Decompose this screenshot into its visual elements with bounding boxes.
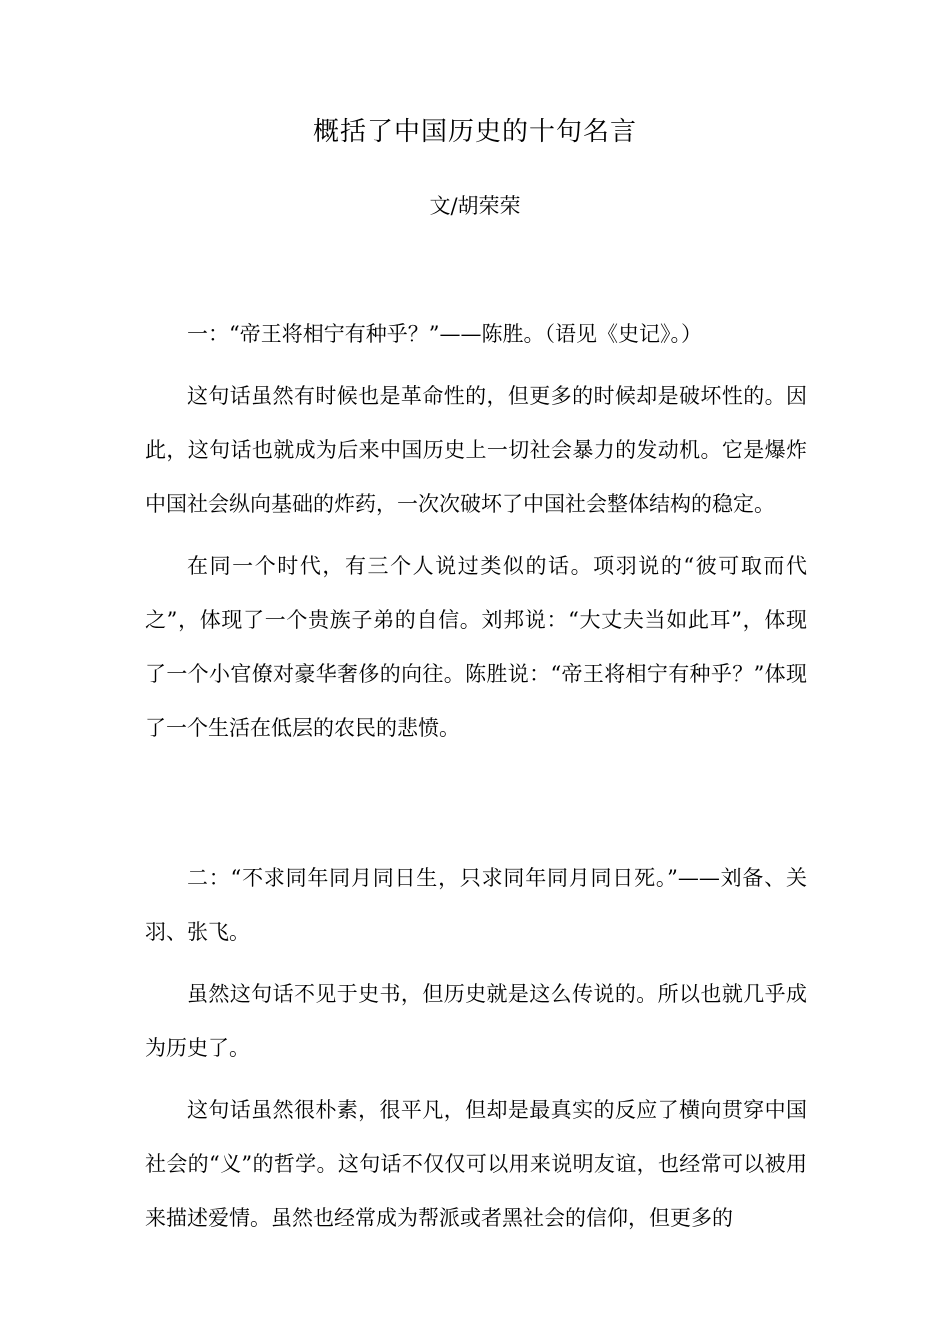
section-2-heading: 二：“不求同年同月同日生，只求同年同月同日死。”——刘备、关羽、张飞。 bbox=[145, 866, 807, 944]
section-1-paragraph-2: 在同一个时代，有三个人说过类似的话。项羽说的“彼可取而代之”，体现了一个贵族子弟的自信。刘邦说：“大丈夫当如此耳”，体现了一个小官僚对豪华奢侈的向往。陈胜说：“帝王将相宁有种乎？”体现了一个生活在低层的农民的悲愤。 bbox=[145, 554, 807, 740]
section-1-paragraph-1: 这句话虽然有时候也是革命性的，但更多的时候却是破坏性的。因此，这句话也就成为后来中国历史上一切社会暴力的发动机。它是爆炸中国社会纵向基础的炸药，一次次破坏了中国社会整体结构的稳定。 bbox=[145, 384, 807, 516]
section-1-heading: 一：“帝王将相宁有种乎？”——陈胜。（语见《史记》。） bbox=[187, 322, 702, 346]
section-2-paragraph-2: 这句话虽然很朴素，很平凡，但却是最真实的反应了横向贯穿中国社会的“义”的哲学。这句话不仅仅可以用来说明友谊，也经常可以被用来描述爱情。虽然也经常成为帮派或者黑社会的信仰，但更多的 bbox=[145, 1098, 807, 1230]
section-2 bbox=[145, 851, 807, 1245]
section-2-paragraph-1: 虽然这句话不见于史书，但历史就是这么传说的。所以也就几乎成为历史了。 bbox=[145, 982, 807, 1060]
section-1 bbox=[145, 307, 807, 755]
author-line: 文/胡荣荣 bbox=[429, 194, 521, 218]
page-title: 概括了中国历史的十句名言 bbox=[312, 117, 637, 147]
